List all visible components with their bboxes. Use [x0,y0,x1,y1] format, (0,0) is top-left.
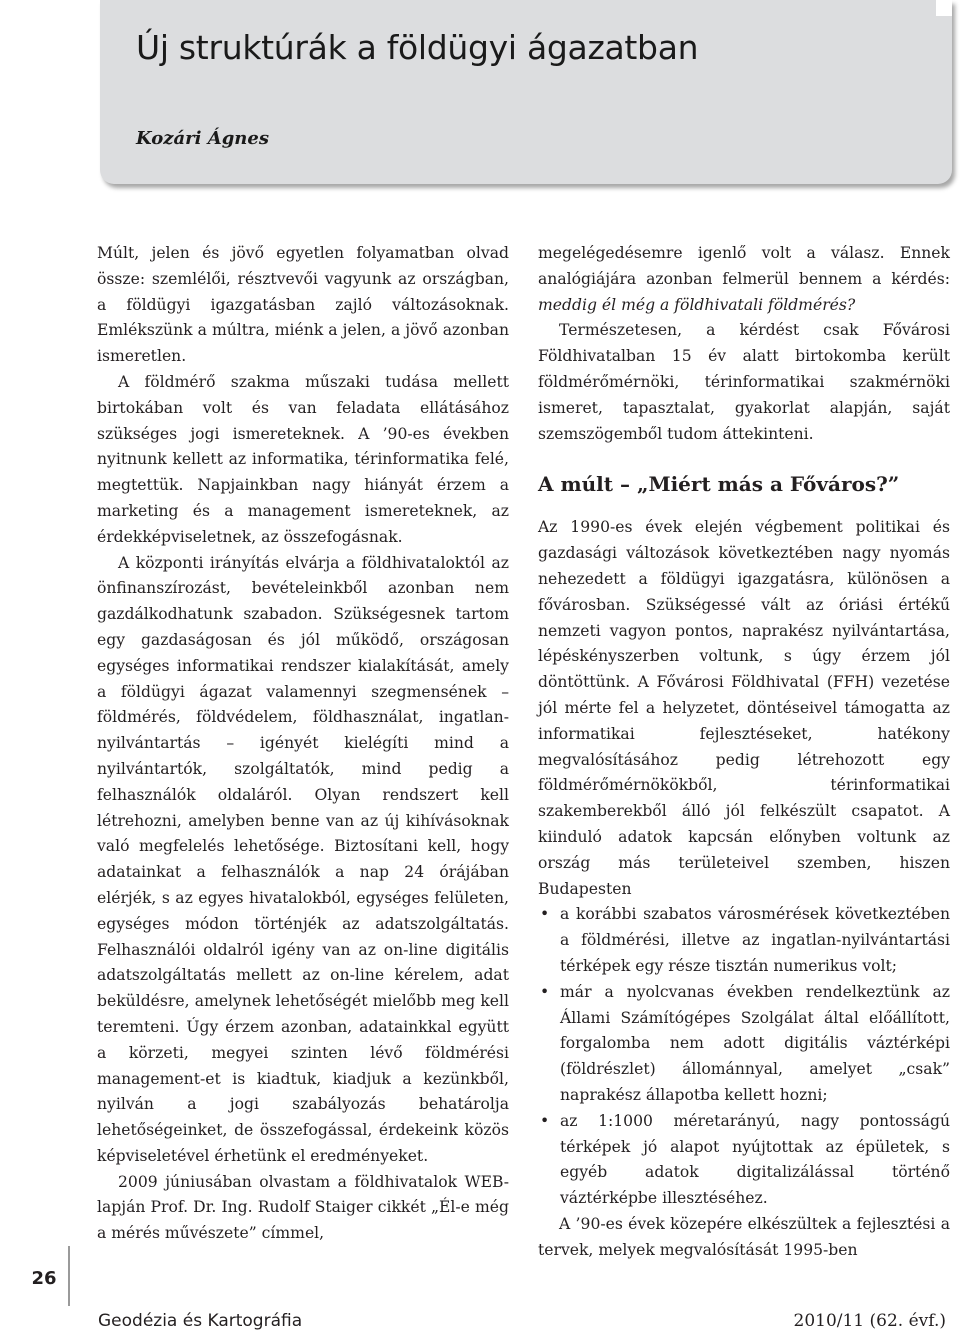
paragraph [538,241,950,318]
paragraph: Múlt, jelen és jövő egyetlen folyamatban olvad össze: szemlélői, résztvevői vagyunk az országban, a földügyi igazgatásban zajló változásoknak. Emlékszünk a múltra, miénk a jelen, a jövő azonban ismeretlen. [97,244,509,366]
article-title: Új struktúrák a földügyi ágazatban [136,28,699,67]
paragraph-text: megelégedésemre igenlő volt a válasz. Ennek analógiájára azonban felmerül bennem a kérdés: [538,244,950,288]
article-author: Kozári Ágnes [136,128,269,149]
paragraph: A földmérő szakma műszaki tudása mellett birtokában volt és van feladata ellátásához szükséges jogi ismereteknek. A ’90-es években nyitnunk kellett az informatika, térinformatika felé, megtettük. Napjainkban nagy hiányát érzem a marketing és a management ismereteknek, az érdekképviseletnek, az összefogásnak. [97,372,509,546]
paragraph: Az 1990-es évek elején végbement politikai és gazdasági változások következtében nagy nyomás nehezedett a földügyi igazgatásra, különösen a fővárosban. Szükségessé vált az óriási értékű nemzeti vagyon pontos, naprakész nyilvántartása, lépéskényszerben voltunk, s úgy érzem jól döntöttünk. A Fővárosi Földhivatal (FFH) vezetése jól mérte fel a helyzetet, döntéseivel támogatta az informatikai fejlesztéseket, hatékony megvalósításához pedig létrehozott egy földmérőmérnökökből, térinformatikai szakemberekből álló jól felkészült csapatot. A kiinduló adatok kapcsán előnyben voltunk az ország más területeivel szemben, hiszen Budapesten [538,518,950,898]
bullet-list [538,902,950,1212]
page-number-box [0,1246,70,1306]
question-text: meddig él még a földhivatali földmérés? [538,295,856,314]
list-item: • a korábbi szabatos városmérések következtében a földmérési, illetve az ingatlan-nyilvántartási térképek egy része tisztán numerikus volt; [538,902,950,979]
title-banner-corner [936,0,952,16]
paragraph: A központi irányítás elvárja a földhivataloktól az önfinanszírozást, bevételeinkből azonban nem gazdálkodhatunk szabadon. Szükségesnek tartom egy gazdaságosan és jól működő, országosan egységes informatikai rendszer kialakítását, amely a földügyi ágazat valamennyi szegmensének – földmérés, földvédelem, földhasználat, ingatlan-nyilvántartás – igényét kielégíti mind a nyilvántartók, szolgáltatók, mind pedig a felhasználók oldaláról. Olyan rendszert kell létrehozni, amelyben benne van az új kihívásoknak való megfelelés lehetősége. Biztosítani kell, hogy adatainkat a felhasználók a nap 24 órájában elérjék, s az egyes hivatalokból, egységes felületen, egységes módon történjék az adatszolgáltatás. Felhasználói oldalról igény van az on-line digitális adatszolgáltatás mellett az on-line kérelem, adat beküldésre, amelynek lehetőségét mielőbb meg kell teremteni. Úgy érzem azonban, adatainkkal együtt a körzeti, megyei szinten lévő földmérési management-et is kiadtuk, kiadjuk a kezünkből, nyilván a jogi szabályozás behatárolja lehetőségeinket, de összefogással, érdekeink közös képviseletével érhetünk el eredményeket. [97,553,509,1165]
section-heading: A múlt – „Miért más a Főváros?” [538,472,900,497]
issue-info: 2010/11 (62. évf.) [793,1311,946,1331]
paragraph: Természetesen, a kérdést csak Fővárosi Földhivatalban 15 év alatt birtokomba került földmérőmérnöki, térinformatikai szakmérnöki ismeret, tapasztalat, gyakorlat alapján, saját szemszögemből tudom áttekinteni. [538,321,950,443]
left-column [97,241,509,1247]
journal-name: Geodézia és Kartográfia [98,1311,303,1331]
list-item: • már a nyolcvanas években rendelkeztünk az Állami Számítógépes Szolgálat által előállított, forgalomba nem adott digitális váztérképi (földrészlet) állománnyal, amelyet „csak” naprakész állapotba kellett hozni; [538,980,950,1109]
page-number: 26 [31,1267,57,1289]
list-item: • az 1:1000 méretarányú, nagy pontosságú térképek jó alapot nyújtottak az épületek, s egyéb adatok digitalizálással történő váztérképbe illesztéséhez. [538,1109,950,1212]
right-column [538,241,950,1263]
paragraph: 2009 júniusában olvastam a földhivatalok WEB-lapján Prof. Dr. Ing. Rudolf Staiger cikkét „Él-e még a mérés művészete” címmel, [97,1172,509,1243]
paragraph: A ’90-es évek közepére elkészültek a fejlesztési a tervek, melyek megvalósítását 1995-ben [538,1214,950,1259]
